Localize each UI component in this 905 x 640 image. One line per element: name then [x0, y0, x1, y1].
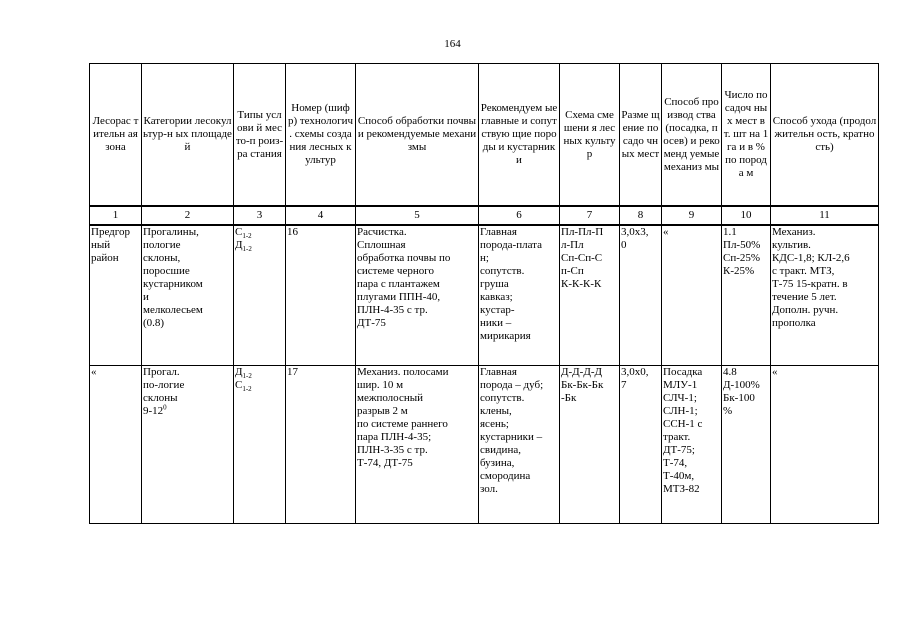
- cell-line: ПЛН-3-35 с тр.: [357, 444, 428, 456]
- cell-category: [142, 366, 234, 524]
- cell-line: ный: [91, 239, 111, 251]
- cell-line: ПЛН-4-35 с тр.: [357, 304, 428, 316]
- cell-line: «: [663, 226, 669, 238]
- slope-degrees: 9-12: [143, 405, 164, 417]
- cell-planting-count: [722, 225, 771, 366]
- site-type-subscript: 1-2: [242, 372, 252, 381]
- column-number: 6: [479, 206, 560, 225]
- cell-care: [771, 366, 879, 524]
- column-number: 9: [662, 206, 722, 225]
- header-production-method: Способ производ ства (посадка, посев) и рекоменд уемые механиз мы: [662, 64, 722, 207]
- site-type-letter: С: [235, 379, 243, 391]
- cell-scheme-number: [286, 366, 356, 524]
- cell-line: сопутств.: [480, 392, 525, 404]
- cell-line: «: [91, 366, 97, 378]
- cell-line: кавказ;: [480, 291, 513, 303]
- site-type: [235, 239, 284, 252]
- cell-line: груша: [480, 278, 509, 290]
- cell-line: 16: [287, 226, 298, 238]
- site-type-letter: Д: [235, 239, 243, 251]
- cell-line: кустар-: [480, 304, 515, 316]
- cell-line: ССН-1 с: [663, 418, 703, 430]
- site-type-subscript: 1-2: [242, 385, 252, 394]
- degree-superscript: 0: [163, 403, 167, 412]
- site-type: [235, 226, 284, 239]
- cell-line: Дополн. ручн.: [772, 304, 839, 316]
- cell-line: ДТ-75;: [663, 444, 695, 456]
- cell-line: 17: [287, 366, 298, 378]
- cell-line: кустарником: [143, 278, 203, 290]
- cell-line: ДТ-75: [357, 317, 386, 329]
- cell-line: обработка почвы по: [357, 252, 451, 264]
- cell-line: Прогал.: [143, 366, 180, 378]
- cell-line: Т-74, ДТ-75: [357, 457, 413, 469]
- cell-line: и: [143, 291, 149, 303]
- cell-line: порода – дуб;: [480, 379, 544, 391]
- cell-line: зол.: [480, 483, 498, 495]
- cell-species: [479, 225, 560, 366]
- column-number-row: [90, 206, 879, 225]
- cell-line: течение 5 лет.: [772, 291, 837, 303]
- site-type: [235, 366, 284, 379]
- cell-line: К-К-К-К: [561, 278, 602, 290]
- cell-line: ники –: [480, 317, 512, 329]
- table-row: [90, 225, 879, 366]
- site-type-letter: Д: [235, 366, 243, 378]
- cell-line: клены,: [480, 405, 512, 417]
- cell-line: Сп-25%: [723, 252, 761, 264]
- cell-line: Пл-Пл-П: [561, 226, 604, 238]
- header-category: Категории лесокультур-н ых площадей: [142, 64, 234, 207]
- cell-line: бузина,: [480, 457, 515, 469]
- cell-category: [142, 225, 234, 366]
- cell-line: -Бк: [561, 392, 577, 404]
- cell-site-types: [234, 225, 286, 366]
- cell-production-method: [662, 366, 722, 524]
- cell-line: Сп-Сп-С: [561, 252, 603, 264]
- cell-soil-treatment: [356, 366, 479, 524]
- cell-line: порода-плата: [480, 239, 543, 251]
- table-row: [90, 366, 879, 524]
- column-number: 3: [234, 206, 286, 225]
- cell-line: смородина: [480, 470, 531, 482]
- header-row: [90, 64, 879, 207]
- header-site-types: Типы услови й место-п роиз-ра стания: [234, 64, 286, 207]
- cell-line: МЛУ-1: [663, 379, 698, 391]
- cell-line: плугами ППН-40,: [357, 291, 441, 303]
- cell-line: К-25%: [723, 265, 755, 277]
- cell-line: межполосный: [357, 392, 423, 404]
- cell-line: КДС-1,8; КЛ-2,6: [772, 252, 850, 264]
- cell-line: мелколесьем: [143, 304, 203, 316]
- cell-site-types: [234, 366, 286, 524]
- cell-line: 3,0х0,: [621, 366, 649, 378]
- header-care: Способ ухода (продолжительн ость, кратность): [771, 64, 879, 207]
- cell-line: л-Пл: [561, 239, 584, 251]
- cell-line: (0.8): [143, 317, 165, 329]
- cell-line: Т-74,: [663, 457, 688, 469]
- cell-zone: [90, 366, 142, 524]
- column-number: 11: [771, 206, 879, 225]
- cell-line: п-Сп: [561, 265, 584, 277]
- cell-scheme-number: [286, 225, 356, 366]
- cell-line: Пл-50%: [723, 239, 761, 251]
- cell-line: культив.: [772, 239, 811, 251]
- header-scheme-number: Номер (шифр) технологич . схемы создания лесных культур: [286, 64, 356, 207]
- cell-line: 0: [621, 239, 627, 251]
- cell-line: %: [723, 405, 733, 417]
- cell-line: по-логие: [143, 379, 185, 391]
- cell-line: СЛН-1;: [663, 405, 698, 417]
- cell-line: 4.8: [723, 366, 737, 378]
- cell-line: Главная: [480, 226, 517, 238]
- header-planting-count: Число посадоч ных мест в т. шт на 1 га и в % по порода м: [722, 64, 771, 207]
- cell-line: «: [772, 366, 778, 378]
- header-zone: Лесорас тительн ая зона: [90, 64, 142, 207]
- cell-line: Предгор: [91, 226, 131, 238]
- cell-line: Главная: [480, 366, 517, 378]
- cell-line: с тракт. МТЗ,: [772, 265, 835, 277]
- cell-line: кустарники –: [480, 431, 543, 443]
- cell-line: Т-40м,: [663, 470, 695, 482]
- cell-zone: [90, 225, 142, 366]
- cell-line: по системе раннего: [357, 418, 448, 430]
- column-number: 1: [90, 206, 142, 225]
- cell-line: Сплошная: [357, 239, 406, 251]
- cell-line: поросшие: [143, 265, 190, 277]
- cell-line: склоны,: [143, 252, 181, 264]
- cell-line: прополка: [772, 317, 816, 329]
- header-mixing-scheme: Схема смешени я лесных культур: [560, 64, 620, 207]
- cell-line: СЛЧ-1;: [663, 392, 697, 404]
- cell-line: тракт.: [663, 431, 691, 443]
- cell-production-method: [662, 225, 722, 366]
- cell-line: ясень;: [480, 418, 509, 430]
- column-number: 5: [356, 206, 479, 225]
- slope-value: [143, 405, 232, 418]
- site-type-letter: С: [235, 226, 243, 238]
- cell-line: Т-75 15-кратн. в: [772, 278, 848, 290]
- column-number: 10: [722, 206, 771, 225]
- cell-line: пара ПЛН-4-35;: [357, 431, 432, 443]
- cell-line: Бк-Бк-Бк: [561, 379, 604, 391]
- page-number: 164: [444, 38, 461, 50]
- cell-line: Д-100%: [723, 379, 760, 391]
- cell-line: н;: [480, 252, 489, 264]
- cell-line: системе черного: [357, 265, 434, 277]
- site-type-subscript: 1-2: [242, 232, 252, 241]
- cell-spacing: [620, 366, 662, 524]
- cell-line: МТЗ-82: [663, 483, 700, 495]
- cell-line: Бк-100: [723, 392, 755, 404]
- header-species: Рекомендуем ые главные и сопутствую щие породы и кустарники: [479, 64, 560, 207]
- column-number: 8: [620, 206, 662, 225]
- cell-line: Механиз. полосами: [357, 366, 449, 378]
- forestry-table: [89, 63, 879, 524]
- cell-line: пара с плантажем: [357, 278, 440, 290]
- site-type: [235, 379, 284, 392]
- cell-line: мирикария: [480, 330, 531, 342]
- cell-species: [479, 366, 560, 524]
- cell-line: пологие: [143, 239, 181, 251]
- cell-line: Расчистка.: [357, 226, 407, 238]
- cell-line: Прогалины,: [143, 226, 199, 238]
- cell-line: Посадка: [663, 366, 703, 378]
- cell-line: 7: [621, 379, 627, 391]
- cell-line: склоны: [143, 392, 178, 404]
- header-soil-treatment: Способ обработки почвы и рекомендуемые механизмы: [356, 64, 479, 207]
- cell-line: район: [91, 252, 119, 264]
- cell-planting-count: [722, 366, 771, 524]
- cell-line: 1.1: [723, 226, 737, 238]
- cell-soil-treatment: [356, 225, 479, 366]
- cell-line: Д-Д-Д-Д: [561, 366, 603, 378]
- column-number: 7: [560, 206, 620, 225]
- cell-spacing: [620, 225, 662, 366]
- cell-mixing-scheme: [560, 366, 620, 524]
- cell-line: шир. 10 м: [357, 379, 404, 391]
- cell-line: 3,0х3,: [621, 226, 649, 238]
- cell-line: Механиз.: [772, 226, 816, 238]
- cell-mixing-scheme: [560, 225, 620, 366]
- header-spacing: Разме щение посадо чных мест: [620, 64, 662, 207]
- site-type-subscript: 1-2: [242, 245, 252, 254]
- column-number: 2: [142, 206, 234, 225]
- cell-line: сопутств.: [480, 265, 525, 277]
- cell-line: свидина,: [480, 444, 521, 456]
- cell-line: разрыв 2 м: [357, 405, 408, 417]
- column-number: 4: [286, 206, 356, 225]
- cell-care: [771, 225, 879, 366]
